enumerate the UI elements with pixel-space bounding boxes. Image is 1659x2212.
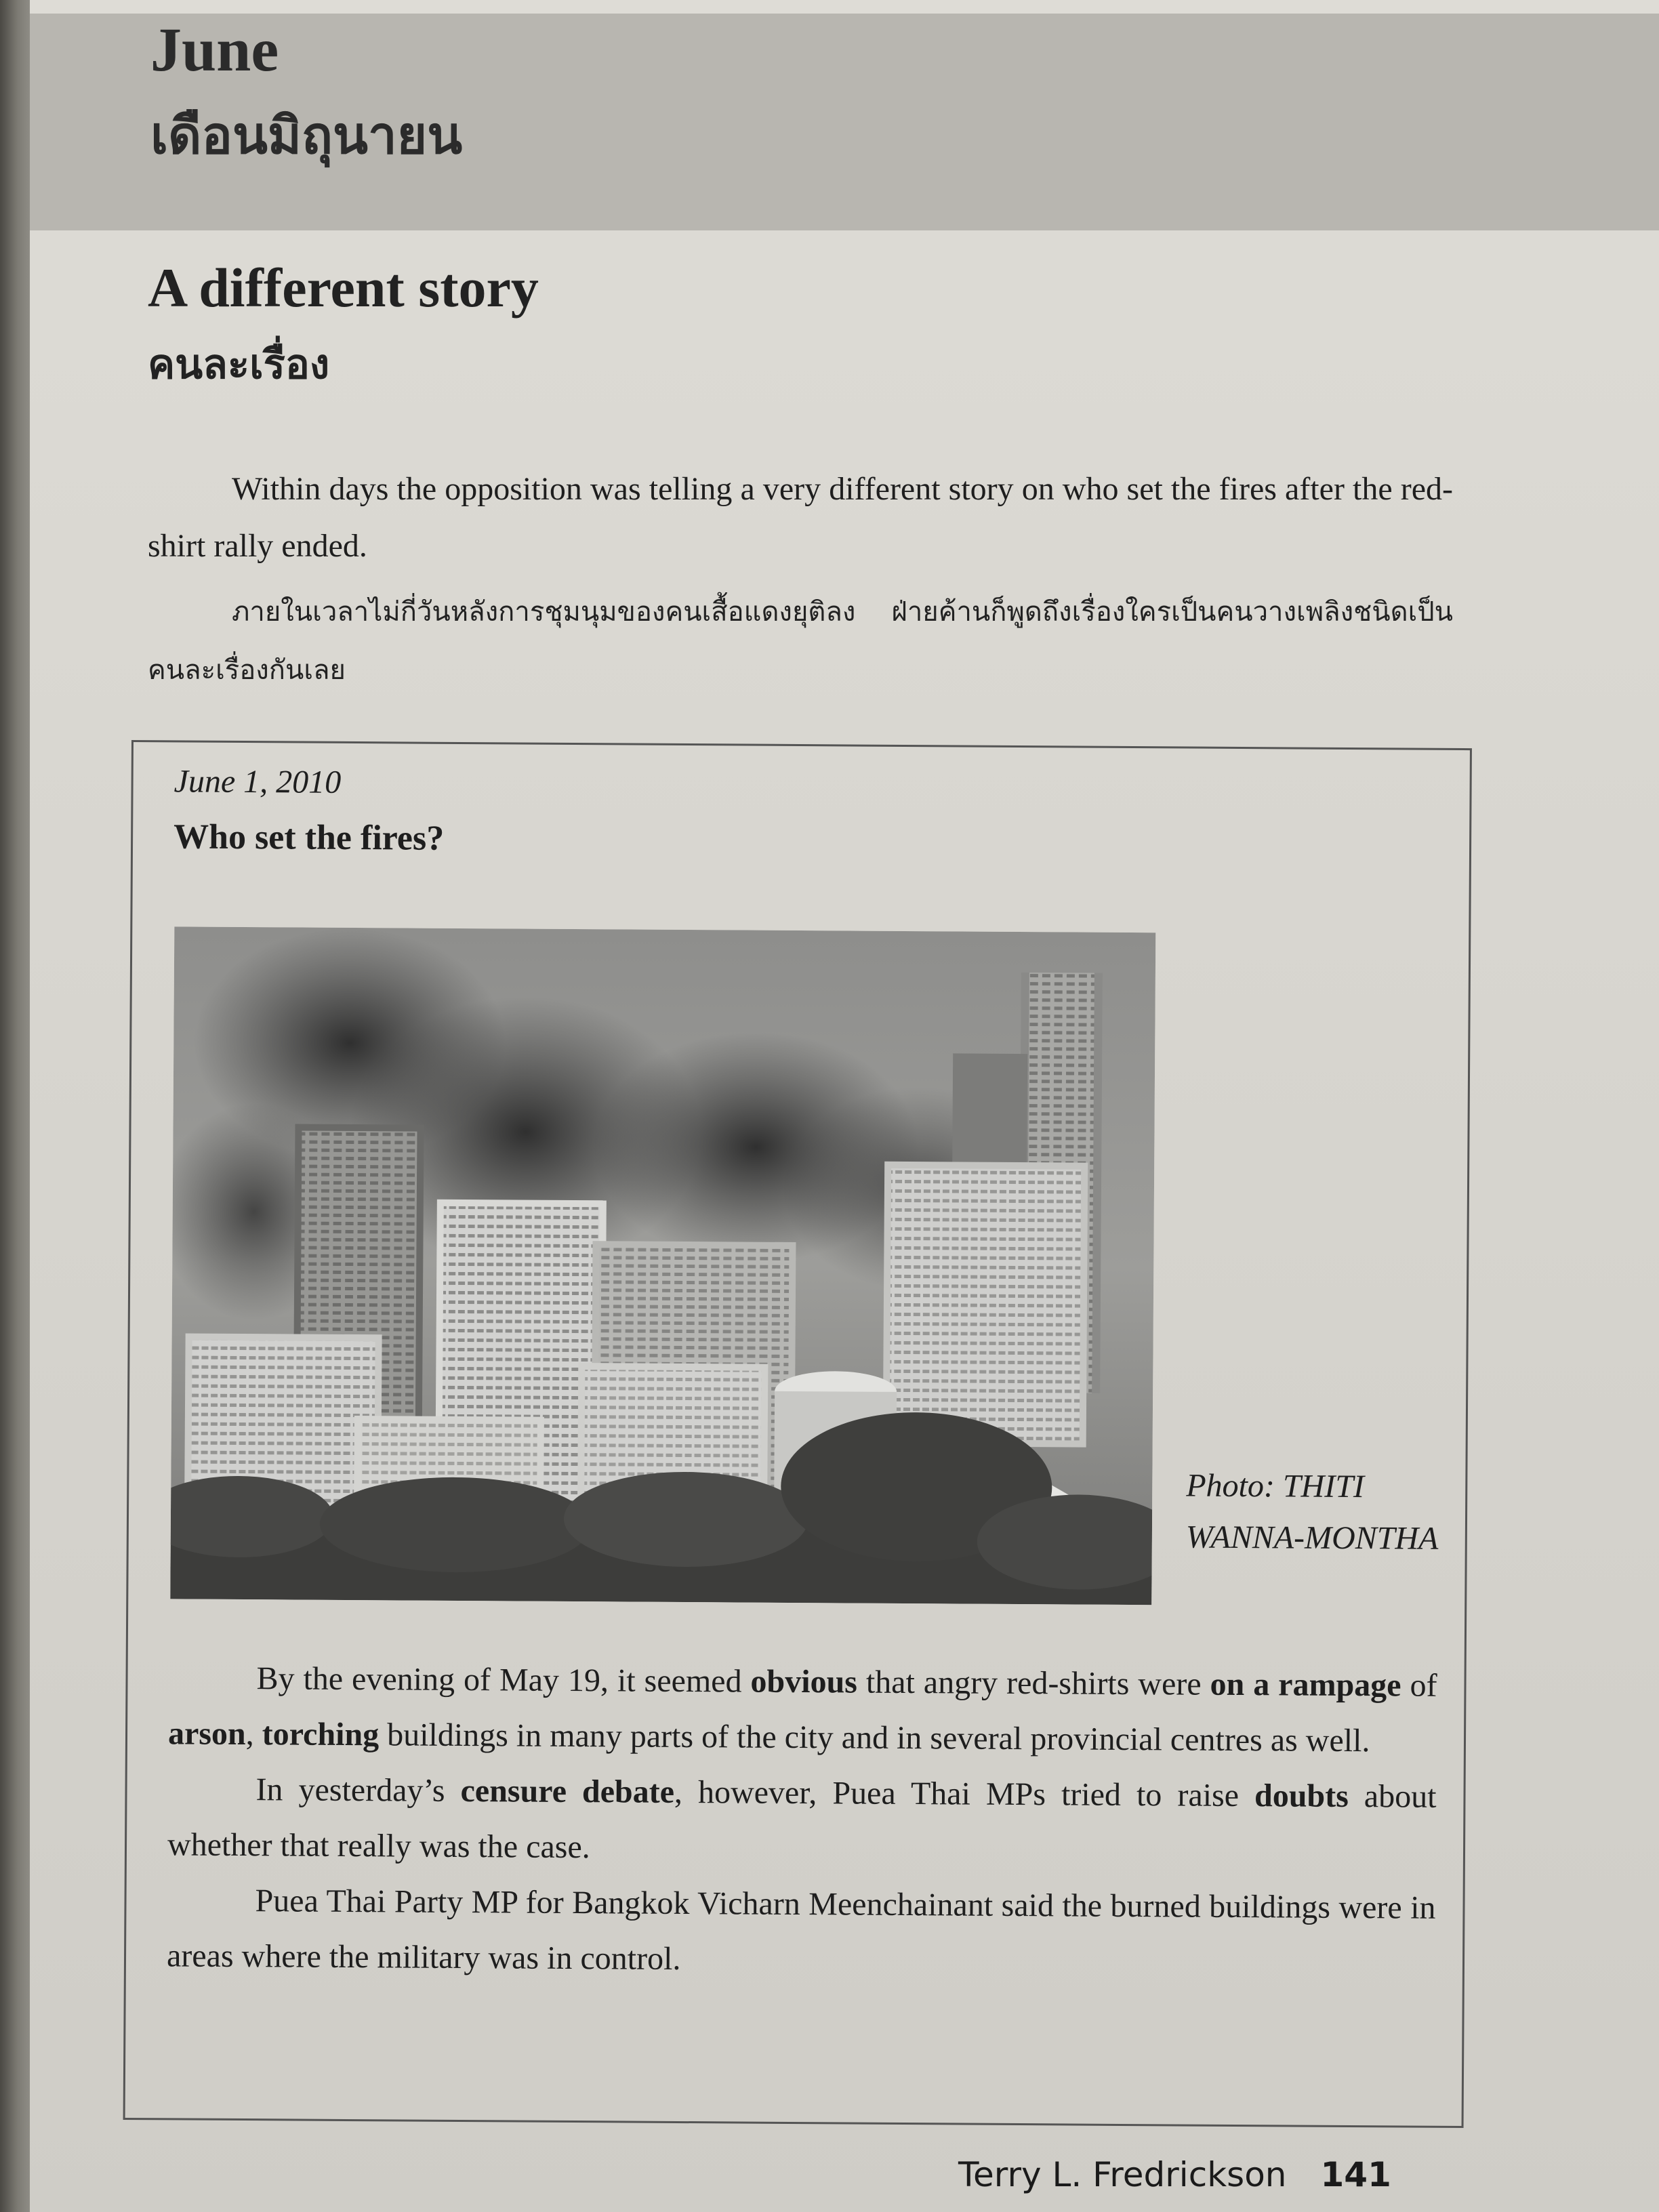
article-box	[123, 740, 1472, 2128]
intro-text: Within days the opposition was telling a very different story on who set the fires after the red-shirt rally ended.	[148, 471, 1453, 564]
article-paragraph-3: Puea Thai Party MP for Bangkok Vicharn Meenchainant said the burned buildings were in areas where the military was in control.	[166, 1883, 1436, 1977]
book-spine	[0, 0, 30, 2212]
text-run: of	[1401, 1667, 1437, 1704]
bold-term: doubts	[1254, 1778, 1349, 1814]
footer-author: Terry L. Fredrickson	[958, 2155, 1287, 2194]
article-body	[167, 1650, 1437, 1991]
photo-caption: Photo: THITI WANNA-MONTHA	[1185, 1467, 1439, 1557]
book-page	[30, 0, 1659, 2212]
bold-term: obvious	[750, 1663, 858, 1700]
month-title: June	[150, 15, 279, 84]
intro-text-thai: ภายในเวลาไม่กี่วันหลังการชุมนุมของคนเสื้อแดงยุติลง ฝ่ายค้านก็พูดถึงเรื่องใครเป็นคนวางเพลิงชนิดเป็นคนละเรื่องกันเลย	[148, 596, 1453, 686]
text-run: about whether that really was the case.	[167, 1778, 1437, 1866]
section-title: A different story	[148, 257, 539, 319]
intro-paragraph	[148, 461, 1453, 575]
article-paragraph-1	[168, 1650, 1437, 1769]
bold-term: on a rampage	[1210, 1666, 1401, 1704]
bold-term: censure debate	[460, 1772, 675, 1810]
burning-buildings-photo	[170, 926, 1155, 1605]
text-run: , however, Puea Thai MPs tried to raise	[674, 1774, 1255, 1814]
month-title-thai: เดือนมิถุนายน	[150, 105, 463, 165]
article-headline: Who set the fires?	[173, 817, 445, 858]
text-run: buildings in many parts of the city and in several provincial centres as well.	[379, 1717, 1370, 1759]
article-paragraph-2	[167, 1761, 1437, 1880]
section-title-thai: คนละเรื่อง	[148, 341, 330, 388]
text-run: By the evening of May 19, it seemed	[256, 1660, 751, 1700]
article-date: June 1, 2010	[173, 763, 342, 800]
bold-term: torching	[262, 1716, 380, 1753]
bold-term: arson	[167, 1715, 246, 1753]
page-footer	[958, 2155, 1391, 2194]
intro-paragraph-thai	[148, 583, 1453, 699]
text-run: ,	[245, 1716, 262, 1753]
text-run: In yesterday’s	[255, 1771, 461, 1809]
text-run: that angry red-shirts were	[857, 1664, 1210, 1702]
news-photo	[170, 926, 1155, 1605]
page-number: 141	[1320, 2155, 1391, 2194]
